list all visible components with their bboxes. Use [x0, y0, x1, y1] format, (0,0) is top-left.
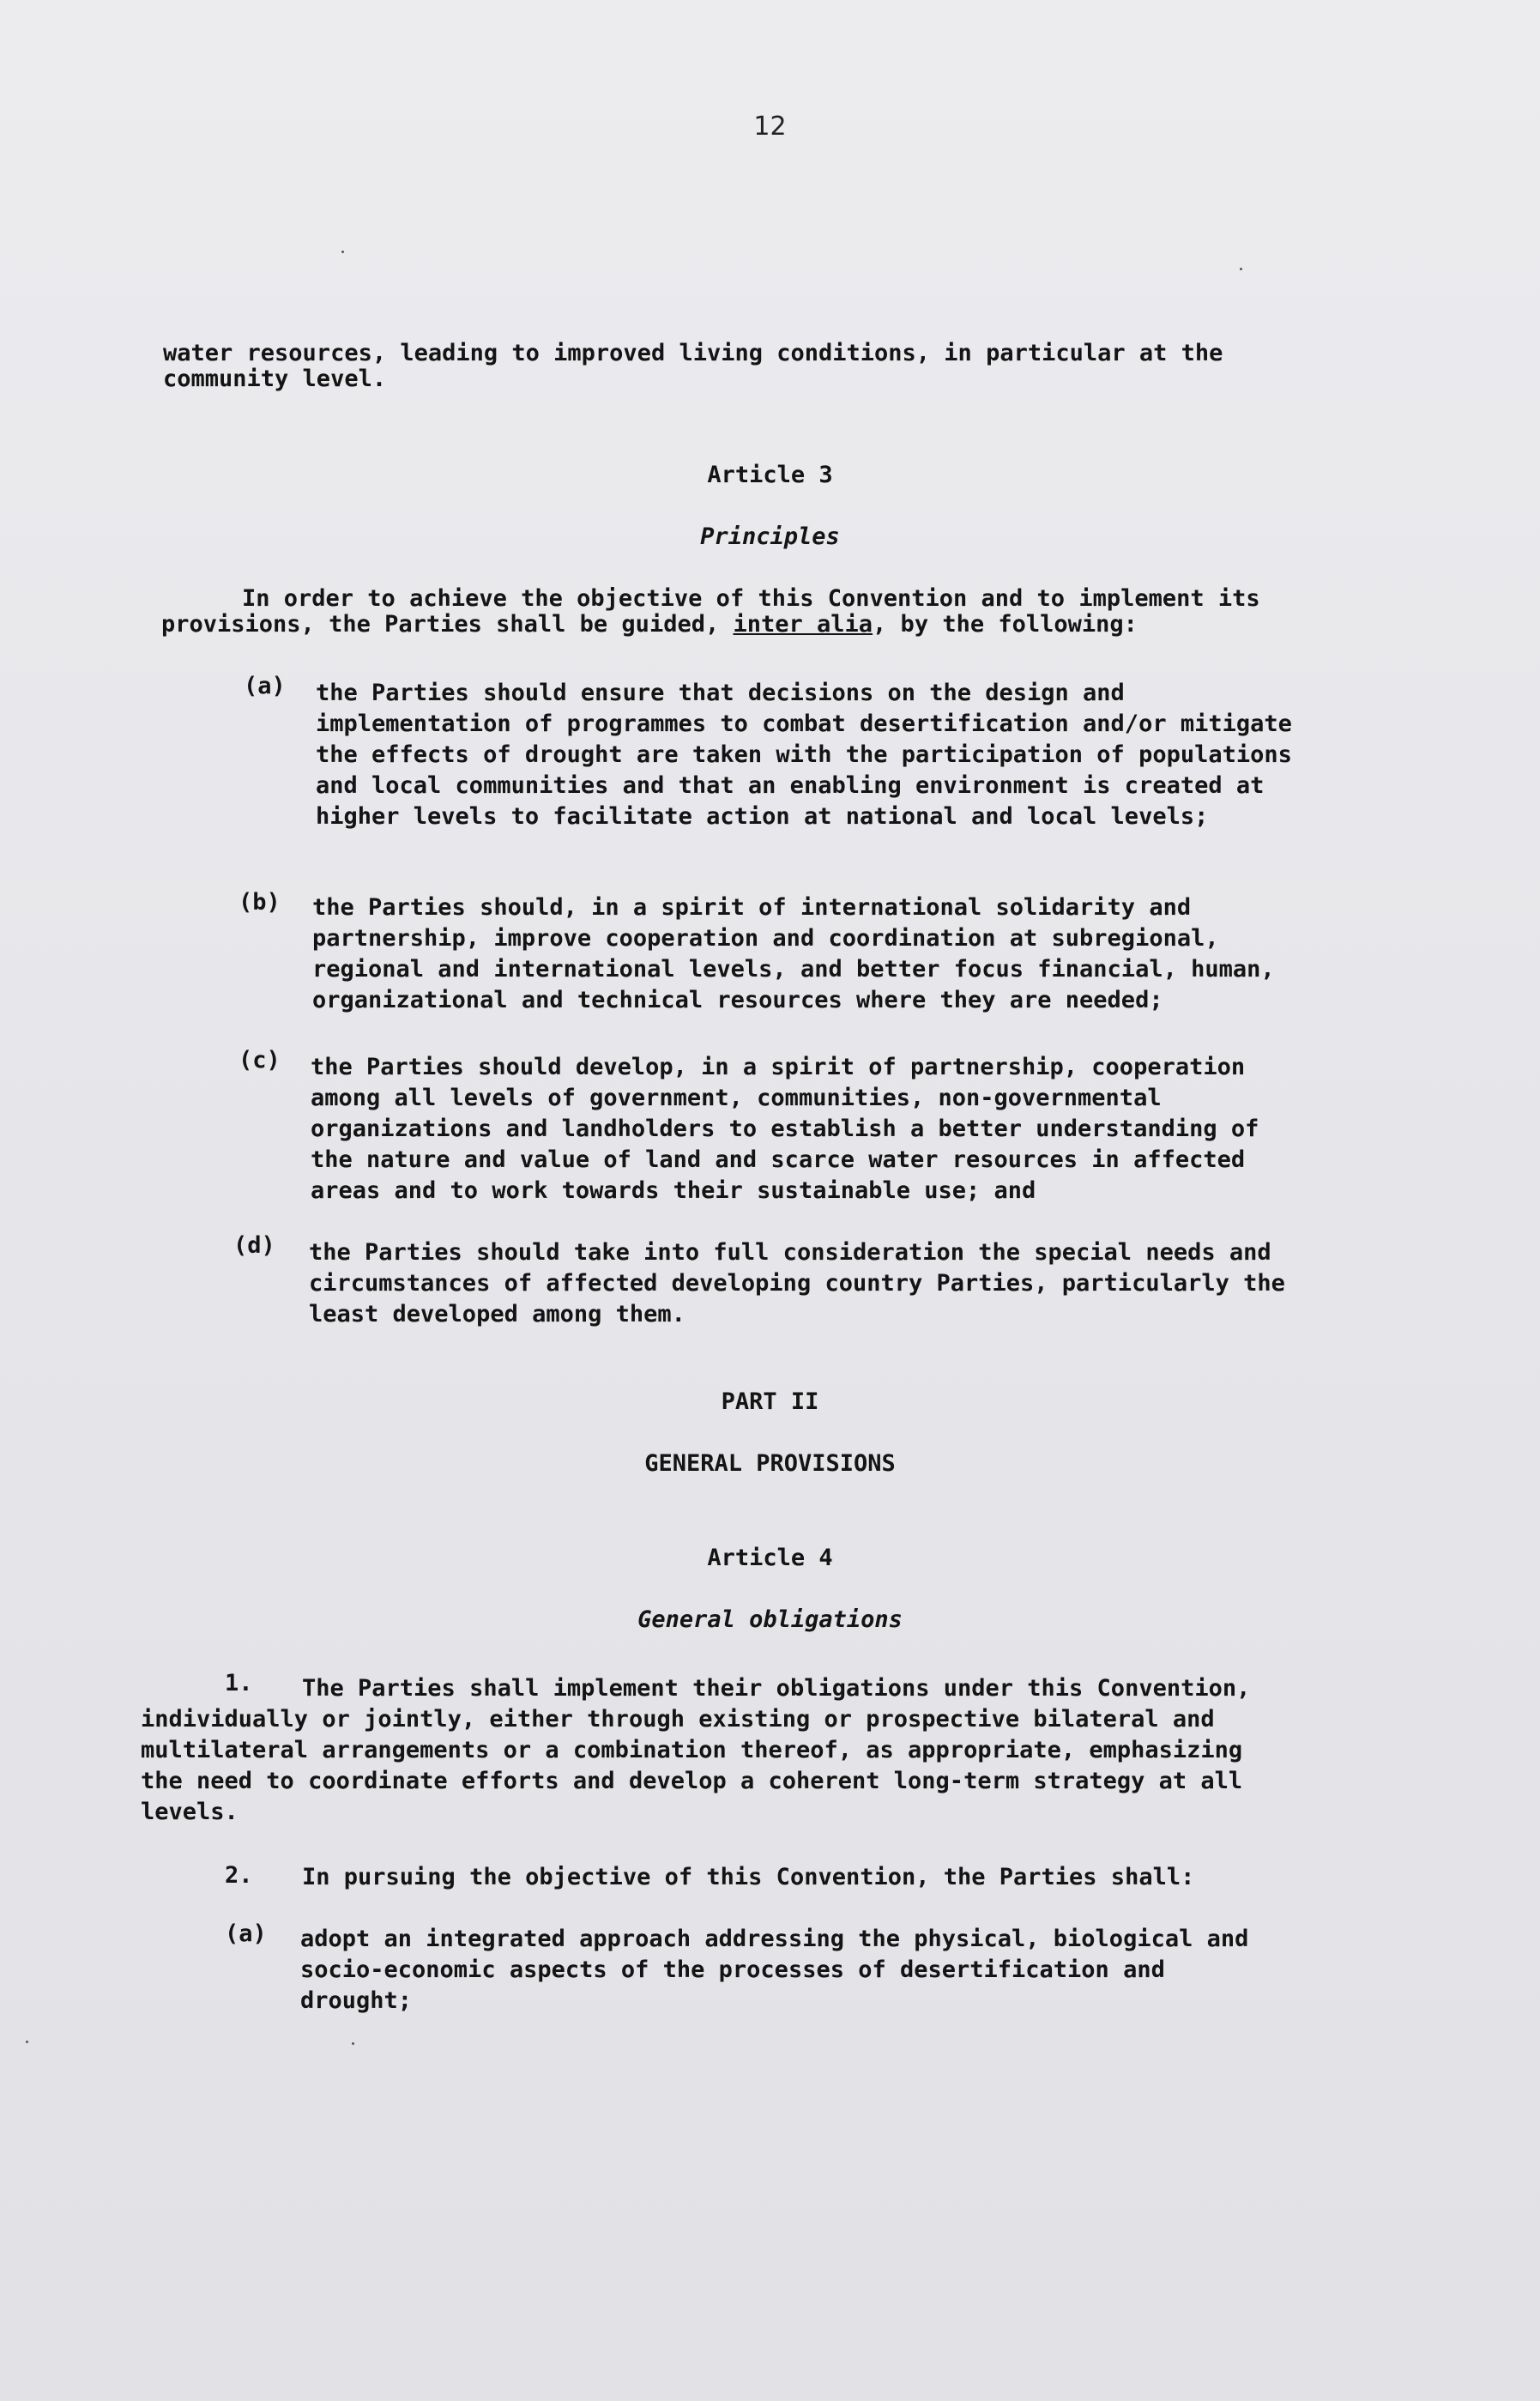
- item-line: higher levels to facilitate action at national and local levels;: [316, 803, 1209, 830]
- scan-speck: [26, 2041, 28, 2043]
- item-line: the Parties should develop, in a spirit of partnership, cooperation: [311, 1054, 1246, 1080]
- paragraph-line: the need to coordinate efforts and develop a coherent long-term strategy at all: [141, 1768, 1243, 1794]
- item-line: the Parties should, in a spirit of international solidarity and: [312, 894, 1192, 921]
- item-line: and local communities and that an enabling environment is created at: [316, 772, 1265, 799]
- item-line: the nature and value of land and scarce water resources in affected: [311, 1146, 1246, 1173]
- part-heading: PART II: [721, 1388, 819, 1415]
- paragraph-line: levels.: [141, 1799, 239, 1825]
- paragraph-number: 1.: [225, 1670, 253, 1696]
- scan-speck: [1240, 268, 1242, 270]
- item-line: organizational and technical resources where they are needed;: [312, 987, 1163, 1013]
- item-line: the Parties should ensure that decisions on the design and: [316, 680, 1125, 706]
- item-line: organizations and landholders to establish a better understanding of: [311, 1116, 1259, 1142]
- article-3-heading: Article 3: [707, 462, 833, 488]
- part-title: GENERAL PROVISIONS: [644, 1450, 896, 1477]
- item-label: (b): [239, 889, 281, 916]
- article-3-intro-line: In order to achieve the objective of this Convention and to implement its: [242, 585, 1260, 612]
- item-line: among all levels of government, communities, non-governmental: [311, 1085, 1162, 1111]
- article-3-subheading: Principles: [700, 523, 840, 550]
- article-4-heading: Article 4: [707, 1545, 833, 1571]
- item-line: implementation of programmes to combat desertification and/or mitigate: [316, 711, 1292, 737]
- item-line: the Parties should take into full consideration the special needs and: [309, 1239, 1271, 1266]
- item-line: the effects of drought are taken with the participation of populations: [316, 741, 1292, 768]
- item-line: partnership, improve cooperation and coordination at subregional,: [312, 925, 1219, 952]
- item-line: circumstances of affected developing country Parties, particularly the: [309, 1270, 1285, 1297]
- intro-line: community level.: [163, 366, 387, 392]
- item-line: regional and international levels, and better focus financial, human,: [312, 956, 1275, 983]
- item-line: areas and to work towards their sustainable use; and: [311, 1177, 1036, 1204]
- item-label: (c): [239, 1047, 281, 1073]
- item-line: adopt an integrated approach addressing the physical, biological and: [300, 1926, 1249, 1952]
- page-number: 12: [753, 112, 787, 142]
- item-label: (d): [233, 1232, 275, 1259]
- item-label: (a): [244, 673, 286, 699]
- paragraph-line: multilateral arrangements or a combination thereof, as appropriate, emphasizing: [141, 1737, 1243, 1763]
- paragraph-line: individually or jointly, either through existing or prospective bilateral and: [141, 1706, 1215, 1733]
- item-line: least developed among them.: [309, 1301, 685, 1328]
- scan-speck: [352, 2042, 354, 2045]
- intro-text: , by the following:: [873, 611, 1138, 638]
- item-line: drought;: [300, 1987, 413, 2014]
- article-3-intro-line: [161, 609, 1138, 640]
- item-line: socio-economic aspects of the processes of desertification and: [300, 1956, 1165, 1983]
- intro-text: provisions, the Parties shall be guided,: [161, 611, 734, 638]
- scan-speck: [341, 251, 344, 253]
- paragraph-line: In pursuing the objective of this Convention, the Parties shall:: [302, 1864, 1195, 1890]
- article-4-subheading: General obligations: [637, 1606, 903, 1633]
- inter-alia-text: inter alia: [733, 611, 873, 638]
- paragraph-number: 2.: [225, 1862, 253, 1889]
- item-label: (a): [225, 1920, 267, 1947]
- paragraph-line: The Parties shall implement their obligations under this Convention,: [302, 1675, 1251, 1702]
- intro-line: water resources, leading to improved living conditions, in particular at the: [163, 340, 1223, 366]
